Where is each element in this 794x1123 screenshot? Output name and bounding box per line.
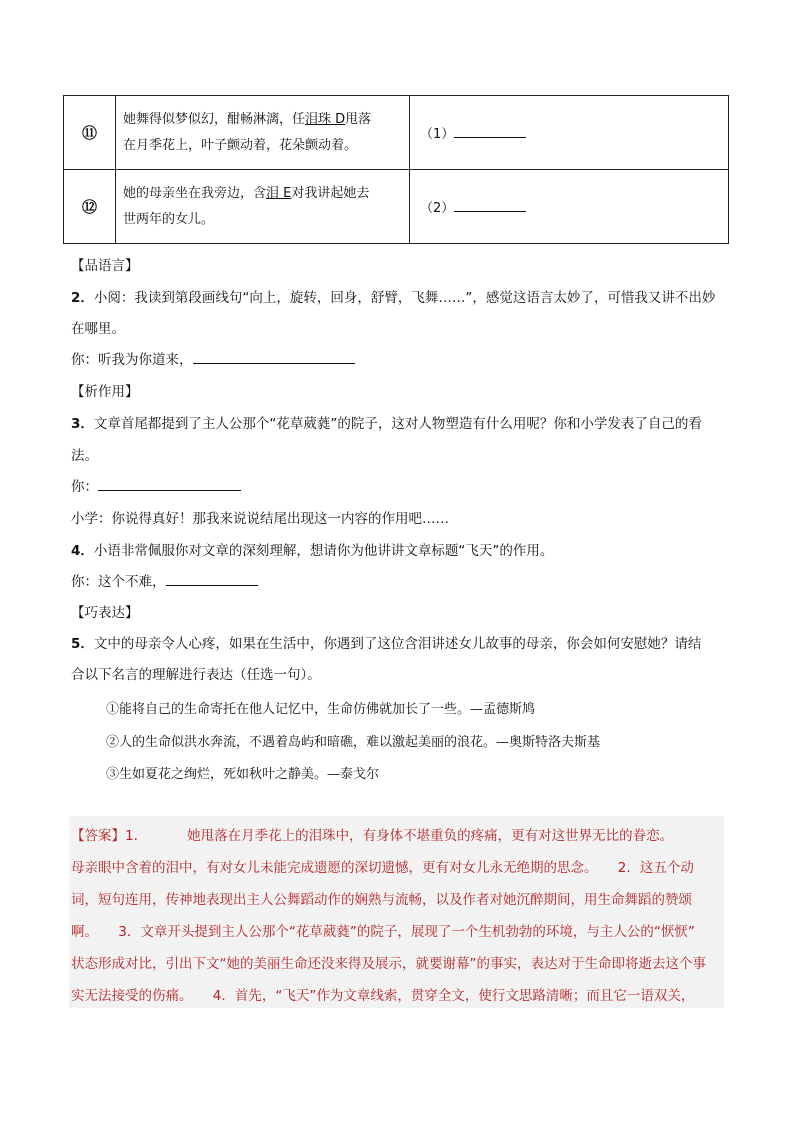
reply-line xyxy=(71,348,355,368)
question-number: 5． xyxy=(71,636,94,652)
answer-blank[interactable] xyxy=(454,199,526,212)
answer-blank[interactable] xyxy=(454,125,526,138)
answer-cell[interactable] xyxy=(410,170,729,244)
answer-label: （1） xyxy=(420,127,455,142)
section-heading: 【巧表达】 xyxy=(71,605,139,621)
question-text: 法。 xyxy=(71,448,98,464)
reply-line xyxy=(71,475,241,495)
row-text-part: 对我讲起她去 xyxy=(291,185,370,201)
quote-2: ②人的生命似洪水奔流，不遇着岛屿和暗礁，难以激起美丽的浪花。—奥斯特洛夫斯基 xyxy=(106,735,601,750)
question-3 xyxy=(71,412,702,432)
answer-label: （2） xyxy=(420,201,455,216)
section-heading: 【品语言】 xyxy=(71,258,139,274)
question-text: 文中的母亲令人心疼，如果在生活中，你遇到了这位含泪讲述女儿故事的母亲，你会如何安慰她？请结 xyxy=(93,636,702,652)
answer-text: 她甩落在月季花上的泪珠中，有身体不堪重负的疼痛，更有对这世界无比的眷恋。 xyxy=(187,828,674,844)
question-number: 3． xyxy=(71,416,94,432)
answer-text: 状态形成对比，引出下文“她的美丽生命还没来得及展示，就要谢幕”的事实，表达对于生命即将逝去这个事 xyxy=(71,956,706,972)
row-number: ⑫ xyxy=(64,170,116,244)
row-text-part: 她舞得似梦似幻，酣畅淋漓，任 xyxy=(123,111,306,127)
quote-3: ③生如夏花之绚烂，死如秋叶之静美。—泰戈尔 xyxy=(106,767,380,782)
row-text xyxy=(116,170,410,244)
answer-table xyxy=(63,95,729,244)
answer-line xyxy=(71,824,673,844)
dialog-line: 小学：你说得真好！那我来说说结尾出现这一内容的作用吧…… xyxy=(71,511,449,527)
section-heading: 【析作用】 xyxy=(71,384,139,400)
question-number: 4． xyxy=(71,543,94,559)
answer-blank[interactable] xyxy=(98,478,241,491)
reply-label: 你：听我为你道来， xyxy=(71,352,193,368)
answer-text: 母亲眼中含着的泪中，有对女儿未能完成遗愿的深切遗憾，更有对女儿永无绝期的思念。 2．这五个动 xyxy=(71,860,694,876)
row-text-part: 世两年的女儿。 xyxy=(123,211,215,227)
answer-number: 1． xyxy=(125,828,148,844)
reply-line xyxy=(71,570,258,590)
answer-text: 词，短句连用，传神地表现出主人公舞蹈动作的娴熟与流畅，以及作者对她沉醉期间，用生命舞蹈的赞颂 xyxy=(71,892,692,908)
table-row xyxy=(64,170,729,244)
answer-text: 实无法接受的伤痛。 4．首先，“飞天”作为文章线索，贯穿全文，使行文思路清晰；而且它一语双关， xyxy=(71,988,695,1004)
question-text: 文章首尾都提到了主人公那个“花草葳蕤”的院子，这对人物塑造有什么用呢？你和小学发表了自己的看 xyxy=(93,416,702,432)
question-2 xyxy=(71,286,715,306)
question-text: 合以下名言的理解进行表达（任选一句）。 xyxy=(71,667,321,683)
row-number: ⑪ xyxy=(64,96,116,170)
table-row xyxy=(64,96,729,170)
reply-label: 你： xyxy=(71,479,98,495)
answer-text: 啊。 3．文章开头提到主人公那个“花草葳蕤”的院子，展现了一个生机勃勃的环境，与主人公的“恹恹” xyxy=(71,924,695,940)
row-text-part: 在月季花上，叶子颤动着，花朵颤动着。 xyxy=(123,137,358,153)
row-text-part: 甩落 xyxy=(345,111,372,127)
answer-box xyxy=(69,816,724,1008)
quote-1: ①能将自己的生命寄托在他人记忆中，生命仿佛就加长了一些。—孟德斯鸠 xyxy=(106,702,536,717)
underlined-word: 泪 E xyxy=(266,185,292,201)
question-4 xyxy=(71,539,553,559)
row-text-part: 她的母亲坐在我旁边，含 xyxy=(123,185,267,201)
answer-blank[interactable] xyxy=(193,351,355,364)
answer-blank[interactable] xyxy=(166,573,258,586)
question-text: 小语非常佩服你对文章的深刻理解，想请你为他讲讲文章标题“飞天”的作用。 xyxy=(93,543,554,559)
underlined-word: 泪珠 D xyxy=(305,111,346,127)
answer-label: 【答案】 xyxy=(71,828,125,844)
row-text xyxy=(116,96,410,170)
question-text: 小阅：我读到第段画线句“向上，旋转，回身，舒臂，飞舞……”，感觉这语言太妙了，可惜我又讲不出妙 xyxy=(93,290,716,306)
question-5 xyxy=(71,632,701,652)
answer-cell[interactable] xyxy=(410,96,729,170)
question-text: 在哪里。 xyxy=(71,321,125,337)
question-number: 2． xyxy=(71,290,94,306)
reply-label: 你：这个不难， xyxy=(71,574,166,590)
